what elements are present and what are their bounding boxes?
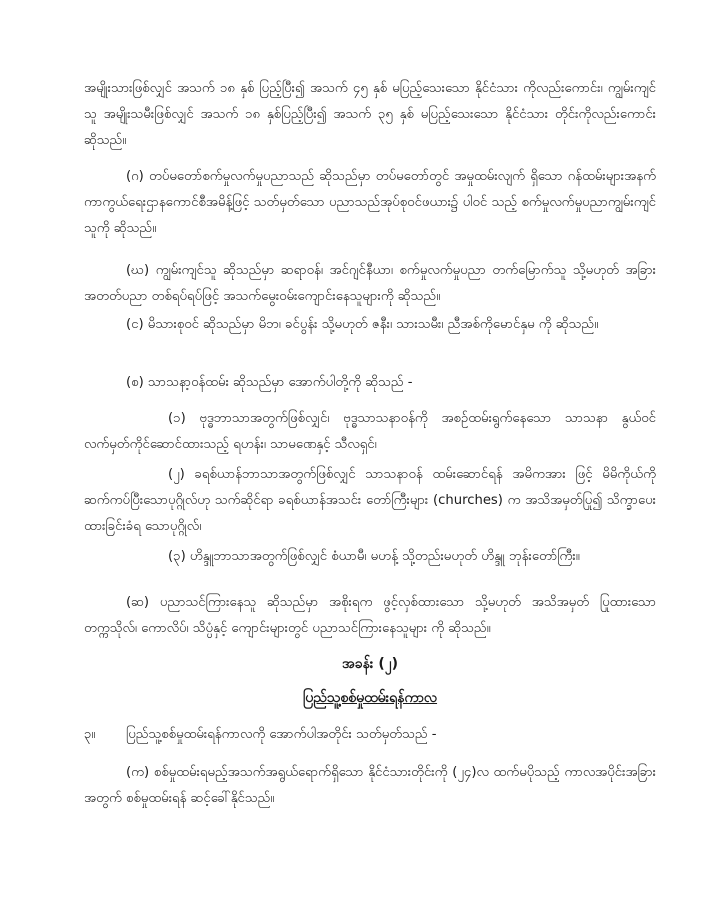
paragraph-subclause-1: (၁) ဗုဒ္ဓဘာသာအတွက်ဖြစ်လျှင်၊ ဗုဒ္ဓသာသနာဝန်ကို အစဉ်ထမ်းရွက်နေသော သာသနာ နွယ်ဝင် လက်မှတ်ကိုင်ဆောင်ထားသည့် ရဟန်း၊ သာမဏေနှင့် သီလရှင်၊ [84, 411, 656, 452]
section-number: ၃။ [84, 727, 96, 742]
paragraph-clause-hsa: (ဆ) ပညာသင်ကြားနေသူ ဆိုသည်မှာ အစိုးရက ဖွင့်လှစ်ထားသော သို့မဟုတ် အသိအမှတ် ပြုထားသော တက္ကသိုလ်၊ ကောလိပ်၊ သိပ္ပံနှင့် ကျောင်းများတွင် ပညာသင်ကြားနေသူများ ကို ဆိုသည်။ [84, 595, 656, 636]
section-text: ပြည်သူ့စစ်မှုထမ်းရန်ကာလကို အောက်ပါအတိုင်း သတ်မှတ်သည် - [126, 727, 437, 742]
paragraph-definition-continued: အမျိုးသားဖြစ်လျှင် အသက် ၁၈ နှစ် ပြည့်ပြီး၍ အသက် ၄၅ နှစ် မပြည့်သေးသော နိုင်ငံသား ကိုလည်းကောင်း၊ ကျွမ်းကျင်သူ အမျိုးသမီးဖြစ်လျှင် အသက် ၁၈ နှစ်ပြည့်ပြီး၍ အသက် ၃၅ နှစ် မပြည့်သေးသော နိုင်ငံသား တိုင်းကိုလည်းကောင်း ဆိုသည်။ [84, 81, 656, 148]
chapter-number: အခန်း (၂) [341, 656, 399, 672]
paragraph-clause-gha: (ဃ) ကျွမ်းကျင်သူ ဆိုသည်မှာ ဆရာဝန်၊ အင်ဂျင်နီယာ၊ စက်မှုလက်မှုပညာ တက်မြောက်သူ သို့မဟုတ် အခြားအတတ်ပညာ တစ်ရပ်ရပ်ဖြင့် အသက်မွေးဝမ်းကျောင်းနေသူများကို ဆိုသည်။ [84, 263, 656, 304]
paragraph-subclause-2: (၂) ခရစ်ယာန်ဘာသာအတွက်ဖြစ်လျှင် သာသနာဝန် ထမ်းဆောင်ရန် အမိကအား ဖြင့် မိမိကိုယ်ကို ဆက်ကပ်ပြီးသောပုဂ္ဂိုလ်ဟု သက်ဆိုင်ရာ ခရစ်ယာန်အသင်း တော်ကြီးများ (churches) က အသိအမှတ်ပြု၍ သိက္ခာပေးထားခြင်းခံရ သောပုဂ္ဂိုလ်၊ [84, 467, 656, 534]
paragraph-clause-nga: (င) မိသားစုဝင် ဆိုသည်မှာ မိဘ၊ ခင်ပွန်း သို့မဟုတ် ဇနီး၊ သားသမီး၊ ညီအစ်ကိုမောင်နှမ ကို ဆိုသည်။ [126, 317, 599, 332]
paragraph-subclause-3: (၃) ဟိန္ဒူဘာသာအတွက်ဖြစ်လျှင် စံယာမီ၊ မဟန့် သို့တည်းမဟုတ် ဟိန္ဒူ ဘုန်းတော်ကြီး။ [168, 549, 580, 564]
paragraph-clause-ga: (ဂ) တပ်မတော်စက်မှုလက်မှုပညာသည် ဆိုသည်မှာ တပ်မတော်တွင် အမှုထမ်းလျက် ရှိသော ဂန်ထမ်းများအနက် ကာကွယ်ရေးဌာနကောင်စီအမိန့်ဖြင့် သတ်မှတ်သော ပညာသည်အုပ်စုဝင်ဖယား၌ ပါဝင် သည့် စက်မှုလက်မှုပညာကျွမ်းကျင်သူကို ဆိုသည်။ [84, 169, 656, 236]
section-3 [84, 722, 656, 748]
chapter-title-text: ပြည်သူ့စစ်မှုထမ်းရန်ကာလ [302, 690, 438, 706]
paragraph-clause-sa: (စ) သာသနာ့ဝန်ထမ်း ဆိုသည်မှာ အောက်ပါတို့ကို ဆိုသည် - [126, 375, 413, 390]
chapter-title [84, 688, 656, 709]
paragraph-clause-ka: (က) စစ်မှုထမ်းရမည့်အသက်အရွယ်ရောက်ရှိသော နိုင်ငံသားတိုင်းကို (၂၄)လ ထက်မပိုသည့် ကာလအပိုင်းအခြားအတွက် စစ်မှုထမ်းရန် ဆင့်ခေါ်နိုင်သည်။ [84, 765, 656, 806]
